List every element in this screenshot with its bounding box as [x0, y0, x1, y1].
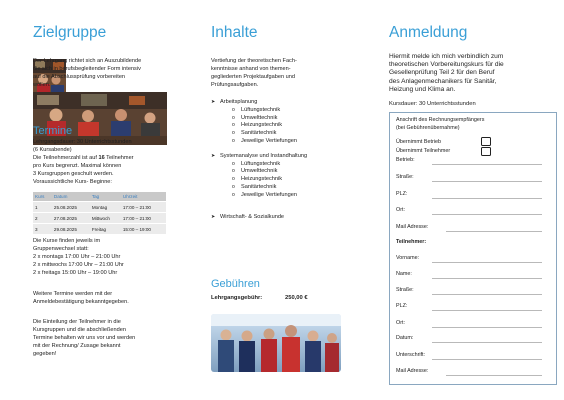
einteilung-line-3: Termine behalten wir uns vor und werden [33, 334, 136, 341]
teilnehmer-post: Teilnehmer [104, 154, 134, 161]
gebuehren-title: Gebühren [211, 278, 260, 290]
ort-field[interactable] [432, 214, 542, 215]
list-item [211, 176, 345, 184]
ort2-label: Ort: [396, 320, 405, 326]
list-item [211, 214, 345, 222]
datum-label: Datum: [396, 335, 414, 341]
einteilung-line-4: mit der Rechnung/ Zusage bekannt [33, 342, 121, 349]
name-label: Name: [396, 271, 412, 277]
circle-bullet-icon: o [232, 160, 235, 167]
kurs-table [33, 192, 166, 234]
registration-form [389, 112, 557, 385]
table-row [33, 202, 166, 213]
group-label: Arbeitsplanung [220, 99, 258, 105]
plz-field[interactable] [432, 198, 542, 199]
circle-bullet-icon: o [232, 137, 235, 144]
inhalte-intro [211, 58, 345, 90]
sub-item-label: Umwelttechnik [241, 114, 278, 121]
th-uhrzeit: Uhrzeit [121, 192, 166, 202]
cell-kurs: 2 [33, 213, 52, 224]
strasse-field[interactable] [432, 181, 542, 182]
cell-tag: Montag [90, 202, 121, 213]
teilnehmer-heading: Teilnehmer: [396, 239, 427, 245]
list-item [211, 130, 345, 138]
zielgruppe-title: Zielgruppe [33, 24, 107, 41]
gebuehren-label: Lehrgangsgebühr: [211, 295, 263, 301]
cell-uhrzeit: 17:00 – 21:00 [121, 202, 166, 213]
column-inhalte [211, 0, 345, 400]
gruppen-line-1: Die Kurse finden jeweils im [33, 238, 101, 244]
cell-uhrzeit: 17:00 – 21:00 [121, 213, 166, 224]
inhalte-line-3: gegliederten Projektaufgaben und [211, 73, 295, 80]
sub-item-label: Lüftungstechnik [241, 160, 281, 167]
name-field[interactable] [432, 278, 542, 279]
list-item [211, 107, 345, 115]
th-datum: Datum [52, 192, 90, 202]
gruppen-line-2: Gruppenwechsel statt: [33, 245, 89, 252]
inhalte-line-2: kenntnisse anhand von themen- [211, 65, 291, 72]
einteilung-line-2: Kursgruppen und die abschließenden [33, 326, 126, 333]
circle-bullet-icon: o [232, 130, 235, 137]
circle-bullet-icon: o [232, 191, 235, 198]
kursdauer-text: Kursdauer: 30 Unterrichtsstunden [389, 101, 476, 107]
unterschrift-field[interactable] [432, 359, 542, 360]
rechnung-heading [396, 117, 484, 132]
circle-bullet-icon: o [232, 168, 235, 175]
plz2-field[interactable] [432, 310, 542, 311]
column-zielgruppe [33, 0, 168, 400]
arrow-bullet-icon: ➤ [211, 152, 216, 159]
teilnehmer-pre: Die Teilnehmerzahl ist auf [33, 154, 99, 161]
rechnung-line-2: (bei Gebührenübernahme) [396, 124, 460, 131]
anmeldung-title: Anmeldung [389, 24, 468, 41]
list-item [211, 99, 345, 107]
cell-kurs: 3 [33, 224, 52, 235]
datum-field[interactable] [432, 342, 542, 343]
cell-datum: 29.08.2025 [52, 224, 90, 235]
betrieb-field[interactable] [432, 164, 542, 165]
gruppen-line-3: 2 x montags 17:00 Uhr – 21:00 Uhr [33, 253, 121, 260]
cell-datum: 25.08.2025 [52, 202, 90, 213]
termine-info [33, 139, 168, 186]
group-label: Wirtschaft- & Sozialkunde [220, 213, 285, 220]
list-item [211, 153, 345, 161]
list-item [211, 138, 345, 146]
plz-label: PLZ: [396, 191, 408, 197]
sub-item-label: Heizungstechnik [241, 122, 283, 129]
betrieb-checkbox[interactable] [481, 137, 491, 146]
ort2-field[interactable] [432, 327, 542, 328]
list-item [211, 115, 345, 123]
zielgruppe-line-3: auf die Abschlussprüfung vorbereiten [33, 73, 126, 80]
vorname-field[interactable] [432, 262, 542, 263]
sub-item-label: Heizungstechnik [241, 176, 283, 183]
weitere-line-1: Weitere Termine werden mit der [33, 291, 113, 297]
list-item [211, 122, 345, 130]
cell-tag: Mittwoch [90, 213, 121, 224]
list-item [211, 184, 345, 192]
cell-tag: Freitag [90, 224, 121, 235]
list-item [211, 168, 345, 176]
column-anmeldung [389, 0, 557, 400]
zielgruppe-intro-text [33, 58, 168, 90]
inhalte-line-1: Vertiefung der theoretischen Fach- [211, 58, 297, 64]
anmeldung-line-1: Hiermit melde ich mich verbindlich zum [389, 53, 504, 60]
gruppen-line-4: 2 x mittwochs 17:00 Uhr – 21:00 Uhr [33, 261, 124, 268]
sub-item-label: Lüftungstechnik [241, 106, 281, 113]
arrow-bullet-icon: ➤ [211, 213, 216, 220]
kurs-table-header [33, 192, 166, 202]
teilnehmer-checkbox[interactable] [481, 147, 491, 156]
circle-bullet-icon: o [232, 114, 235, 121]
group-label: Systemanalyse und Instandhaltung [220, 152, 308, 159]
zielgruppe-line-2: die sich in berufsbegleitender Form intensiv [33, 65, 141, 72]
termine-title: Termine [33, 125, 73, 137]
inhalte-line-4: Prüfungsaufgaben. [211, 81, 259, 88]
kursgruppen-line: 3 Kursgruppen geschult werden. [33, 170, 114, 177]
anmeldung-line-5: Heizung und Klima an. [389, 85, 456, 93]
anmeldung-line-3: Gesellenprüfung Teil 2 für den Beruf [389, 69, 495, 77]
circle-bullet-icon: o [232, 122, 235, 129]
zielgruppe-line-4: wollen. [33, 81, 51, 88]
gebuehren-amount: 250,00 € [285, 295, 308, 301]
inhalte-title: Inhalte [211, 24, 258, 41]
mail-label: Mail Adresse: [396, 224, 429, 230]
mail2-label: Mail Adresse: [396, 368, 429, 374]
gebuehren-row [211, 295, 345, 303]
ort-label: Ort: [396, 207, 405, 213]
arrow-bullet-icon: ➤ [211, 99, 216, 105]
mail-field[interactable] [446, 231, 542, 232]
gruppen-line-5: 2 x freitags 15:00 Uhr – 19:00 Uhr [33, 269, 118, 276]
teilnehmer-count: 16 [98, 154, 105, 161]
einteilung-line-5: gegeben! [33, 350, 57, 357]
cell-uhrzeit: 15:00 – 19:00 [121, 224, 166, 235]
kursbeginne-line: Voraussichtliche Kurs- Beginne: [33, 178, 112, 185]
th-tag: Tag [90, 192, 121, 202]
sub-item-label: Umwelttechnik [241, 168, 278, 175]
sub-item-label: Sanitärtechnik [241, 130, 277, 137]
rechnung-line-1: Anschrift des Rechnungsempfängers [396, 117, 485, 123]
dauer-line-2: (6 Kursabende) [33, 146, 72, 153]
photo-apprentices [211, 314, 341, 372]
strasse2-label: Straße: [396, 287, 414, 293]
cell-kurs: 1 [33, 202, 52, 213]
sub-item-label: Sanitärtechnik [241, 183, 277, 190]
anmeldung-intro [389, 53, 557, 94]
inhalte-list [211, 99, 345, 221]
gruppenwechsel-text [33, 238, 168, 278]
opt-teilnehmer-label: Übernimmt Teilnehmer [396, 148, 451, 154]
weitere-termine-text [33, 291, 168, 307]
einteilung-line-1: Die Einteilung der Teilnehmer in die [33, 319, 121, 325]
unterschrift-label: Unterschrift: [396, 352, 426, 358]
sub-item-label: Jeweilige Vertiefungen [241, 191, 297, 198]
list-item [211, 192, 345, 200]
th-kurs: Kurs [33, 192, 52, 202]
dauer-line-1: Lehrgangsdauer: 30 Unterrichtsstunden [33, 139, 132, 145]
opt-betrieb-label: Übernimmt Betrieb [396, 139, 441, 145]
mail2-field[interactable] [446, 375, 542, 376]
plz2-label: PLZ: [396, 303, 408, 309]
weitere-line-2: Anmeldebestätigung bekanntgegeben. [33, 298, 129, 305]
zielgruppe-line-1: Der Lehrgang richtet sich an Auszubildende [33, 58, 142, 64]
strasse2-field[interactable] [432, 294, 542, 295]
list-item [211, 161, 345, 169]
anmeldung-line-2: theoretischen Vorbereitungskurs für die [389, 61, 504, 69]
table-row [33, 224, 166, 235]
photo-workshop-main [33, 92, 167, 145]
vorname-label: Vorname: [396, 255, 420, 261]
circle-bullet-icon: o [232, 176, 235, 183]
teilnehmer-line-2: pro Kurs begrenzt. Maximal können [33, 162, 122, 169]
circle-bullet-icon: o [232, 183, 235, 190]
einteilung-text [33, 319, 168, 359]
strasse-label: Straße: [396, 174, 414, 180]
table-row [33, 213, 166, 224]
cell-datum: 27.08.2025 [52, 213, 90, 224]
anmeldung-line-4: des Anlagenmechanikers für Sanitär, [389, 77, 497, 85]
betrieb-label: Betrieb: [396, 157, 415, 163]
circle-bullet-icon: o [232, 106, 235, 113]
sub-item-label: Jeweilige Vertiefungen [241, 137, 297, 144]
